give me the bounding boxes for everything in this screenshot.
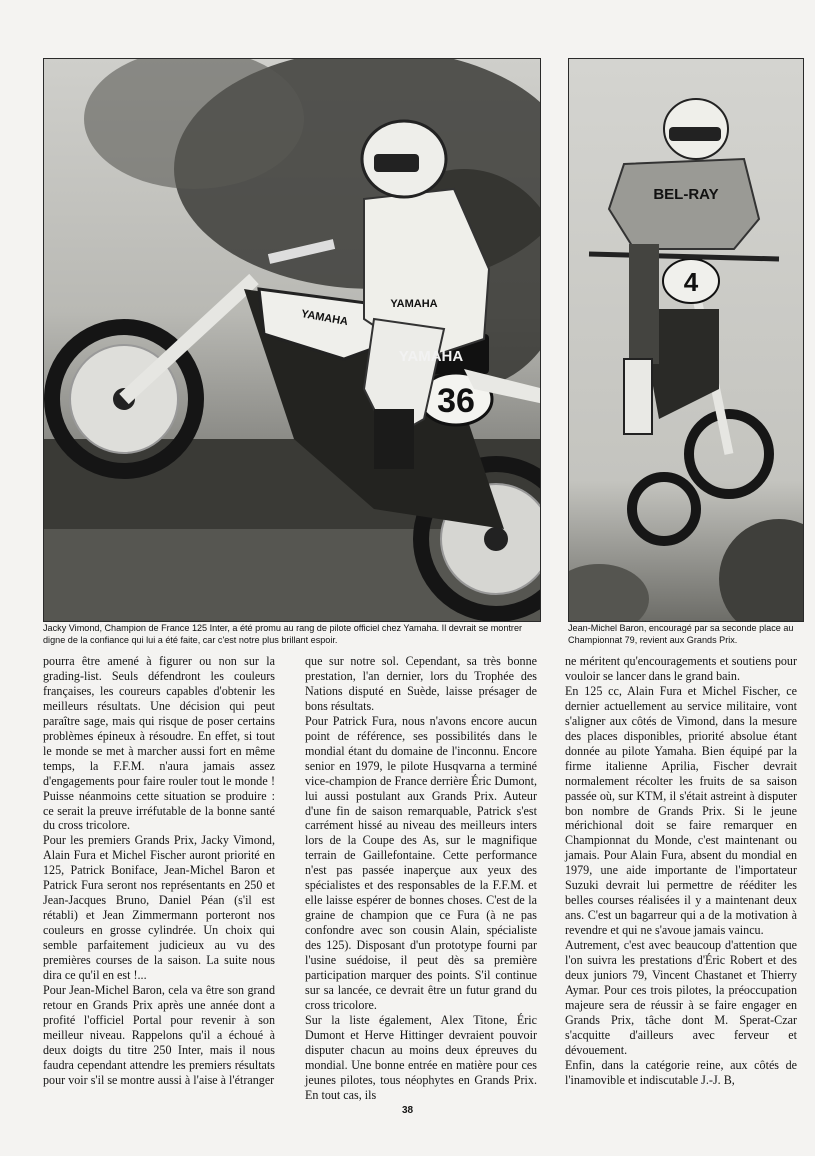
caption-vimond: Jacky Vimond, Champion de France 125 Inter, a été promu au rang de pilote officiel chez Yamaha. Il devrait se montrer digne de la confiance qui lui a été faite, car c'est notre plus brillant espoir. <box>43 623 523 645</box>
paragraph: Pour les premiers Grands Prix, Jacky Vimond, Alain Fura et Michel Fischer auront priorité en 125, Patrick Boniface, Jean-Michel Baron et Patrick Fura seront nos représentants en 250 et Jean-Jacques Bruno, Daniel Péan (s'il est rétabli) et Jean Zimmermann porteront nos couleurs en grosse cylindrée. Un choix qui semble parfaitement judicieux au vu des premières courses de la saison. La suite nous dira ce qu'il en est !... <box>43 833 275 983</box>
paragraph: Pour Patrick Fura, nous n'avons encore aucun point de référence, ses possibilités dans le mondial étant du domaine de l'inconnu. Encore senior en 1979, le pilote Husqvarna a terminé vice-champion de France derrière Éric Dumont, lui aussi postulant aux Grands Prix. Auteur d'une fin de saison remarquable, Patrick s'est carrément hissé au niveau des meilleurs inters lors de la Coupe des As, sur le magnifique terrain de Gaillefontaine. Cette performance n'est pas passée inaperçue aux yeux des spécialistes et des responsables de la F.F.M. et elle laisse espérer de bonnes choses. C'est de la graine de champion que ce Fura (à ne pas confondre avec son cousin Alain, spécialiste des 125). Disposant d'un prototype fourni par l'usine suédoise, il peut dès sa première participation marquer des points. S'il continue sur sa lancée, ce devrait être un futur grand du cross tricolore. <box>305 713 537 1012</box>
paragraph: que sur notre sol. Cependant, sa très bonne prestation, l'an dernier, lors du Trophée des Nations disputé en Suède, laisse présager de bons résultats. <box>305 654 537 713</box>
paragraph: pourra être amené à figurer ou non sur la grading-list. Seuls défendront les couleurs françaises, les coureurs capables d'obtenir les meilleurs résultats. Une décision qui peut paraître sage, mais qui risque de poser certains problèmes épineux à résoudre. En effet, si tout le monde se met à marcher aussi fort en même temps, la F.F.M. n'aura jamais assez d'engagements pour faire rouler tout le monde ! Puisse néanmoins cette situation se produire : ce serait la preuve irréfutable de la bonne santé du cross tricolore. <box>43 654 275 833</box>
jersey-brand-text: YAMAHA <box>390 298 438 310</box>
number-plate-4: 4 <box>683 267 699 297</box>
article-column-1 <box>43 654 275 1088</box>
paragraph: ne méritent qu'encouragements et soutiens pour vouloir se lancer dans le grand bain. <box>565 654 797 683</box>
paragraph: Autrement, c'est avec beaucoup d'attention que l'on suivra les prestations d'Éric Robert et des deux juniors 79, Vincent Chastanet et Thierry Aymar. Pour ces trois pilotes, la préoccupation majeure sera de réussir à se faire engager en Grands Prix, tâche dont M. Sperat-Czar s'acquitte d'ailleurs avec ferveur et dévouement. <box>565 938 797 1057</box>
number-plate-36: 36 <box>437 382 475 420</box>
article-column-3 <box>565 654 797 1088</box>
photo-baron-jump <box>568 58 804 622</box>
fork-brand-text: YAMAHA <box>300 308 349 329</box>
caption-baron: Jean-Michel Baron, encouragé par sa seconde place au Championnat 79, revient aux Grands Prix. <box>568 623 794 645</box>
paragraph: En 125 cc, Alain Fura et Michel Fischer, ce dernier actuellement au service militaire, vont s'aligner aux côtés de Vimond, dans la mesure des places disponibles, priorité absolue étant donnée au pilote Yamaha. Bien équipé par la firme italienne Aprilia, Fischer devrait normalement récolter les fruits de sa saison passée où, sur KTM, il s'était astreint à disputer bon nombre de Grands Prix. Si le jeune mérichional doit se faire remarquer en Championnat du Monde, c'est maintenant ou jamais. Pour Alain Fura, absent du mondial en 1979, une aide importante de l'importateur Suzuki devrait lui permettre de rééditer les belles courses réalisées il y a maintenant deux ans. C'est un bagarreur qui a de la motivation à revendre et qui ne s'avoue jamais vaincu. <box>565 683 797 938</box>
paragraph: Pour Jean-Michel Baron, cela va être son grand retour en Grands Prix après une année dont a profité l'officiel Portal pour revenir à son meilleur niveau. Rappelons qu'il a échoué à deux doigts du titre 250 Inter, mais il nous faudra cependant attendre les premiers résultats pour voir s'il se montre aussi à l'aise à l'étranger <box>43 982 275 1087</box>
page-number: 38 <box>401 1105 414 1116</box>
tank-brand-text: YAMAHA <box>398 348 464 365</box>
jersey-bel-ray-text: BEL-RAY <box>653 186 719 203</box>
article-column-2 <box>305 654 537 1103</box>
photo-vimond-yamaha <box>43 58 541 622</box>
paragraph: Sur la liste également, Alex Titone, Éric Dumont et Herve Hittinger devraient pouvoir disputer chacun au moins deux épreuves du mondial. Une bonne entrée en matière pour ces jeunes pilotes, tous néophytes en Grands Prix. En tout cas, ils <box>305 1012 537 1102</box>
paragraph: Enfin, dans la catégorie reine, aux côtés de l'inamovible et indiscutable J.-J. B, <box>565 1057 797 1087</box>
